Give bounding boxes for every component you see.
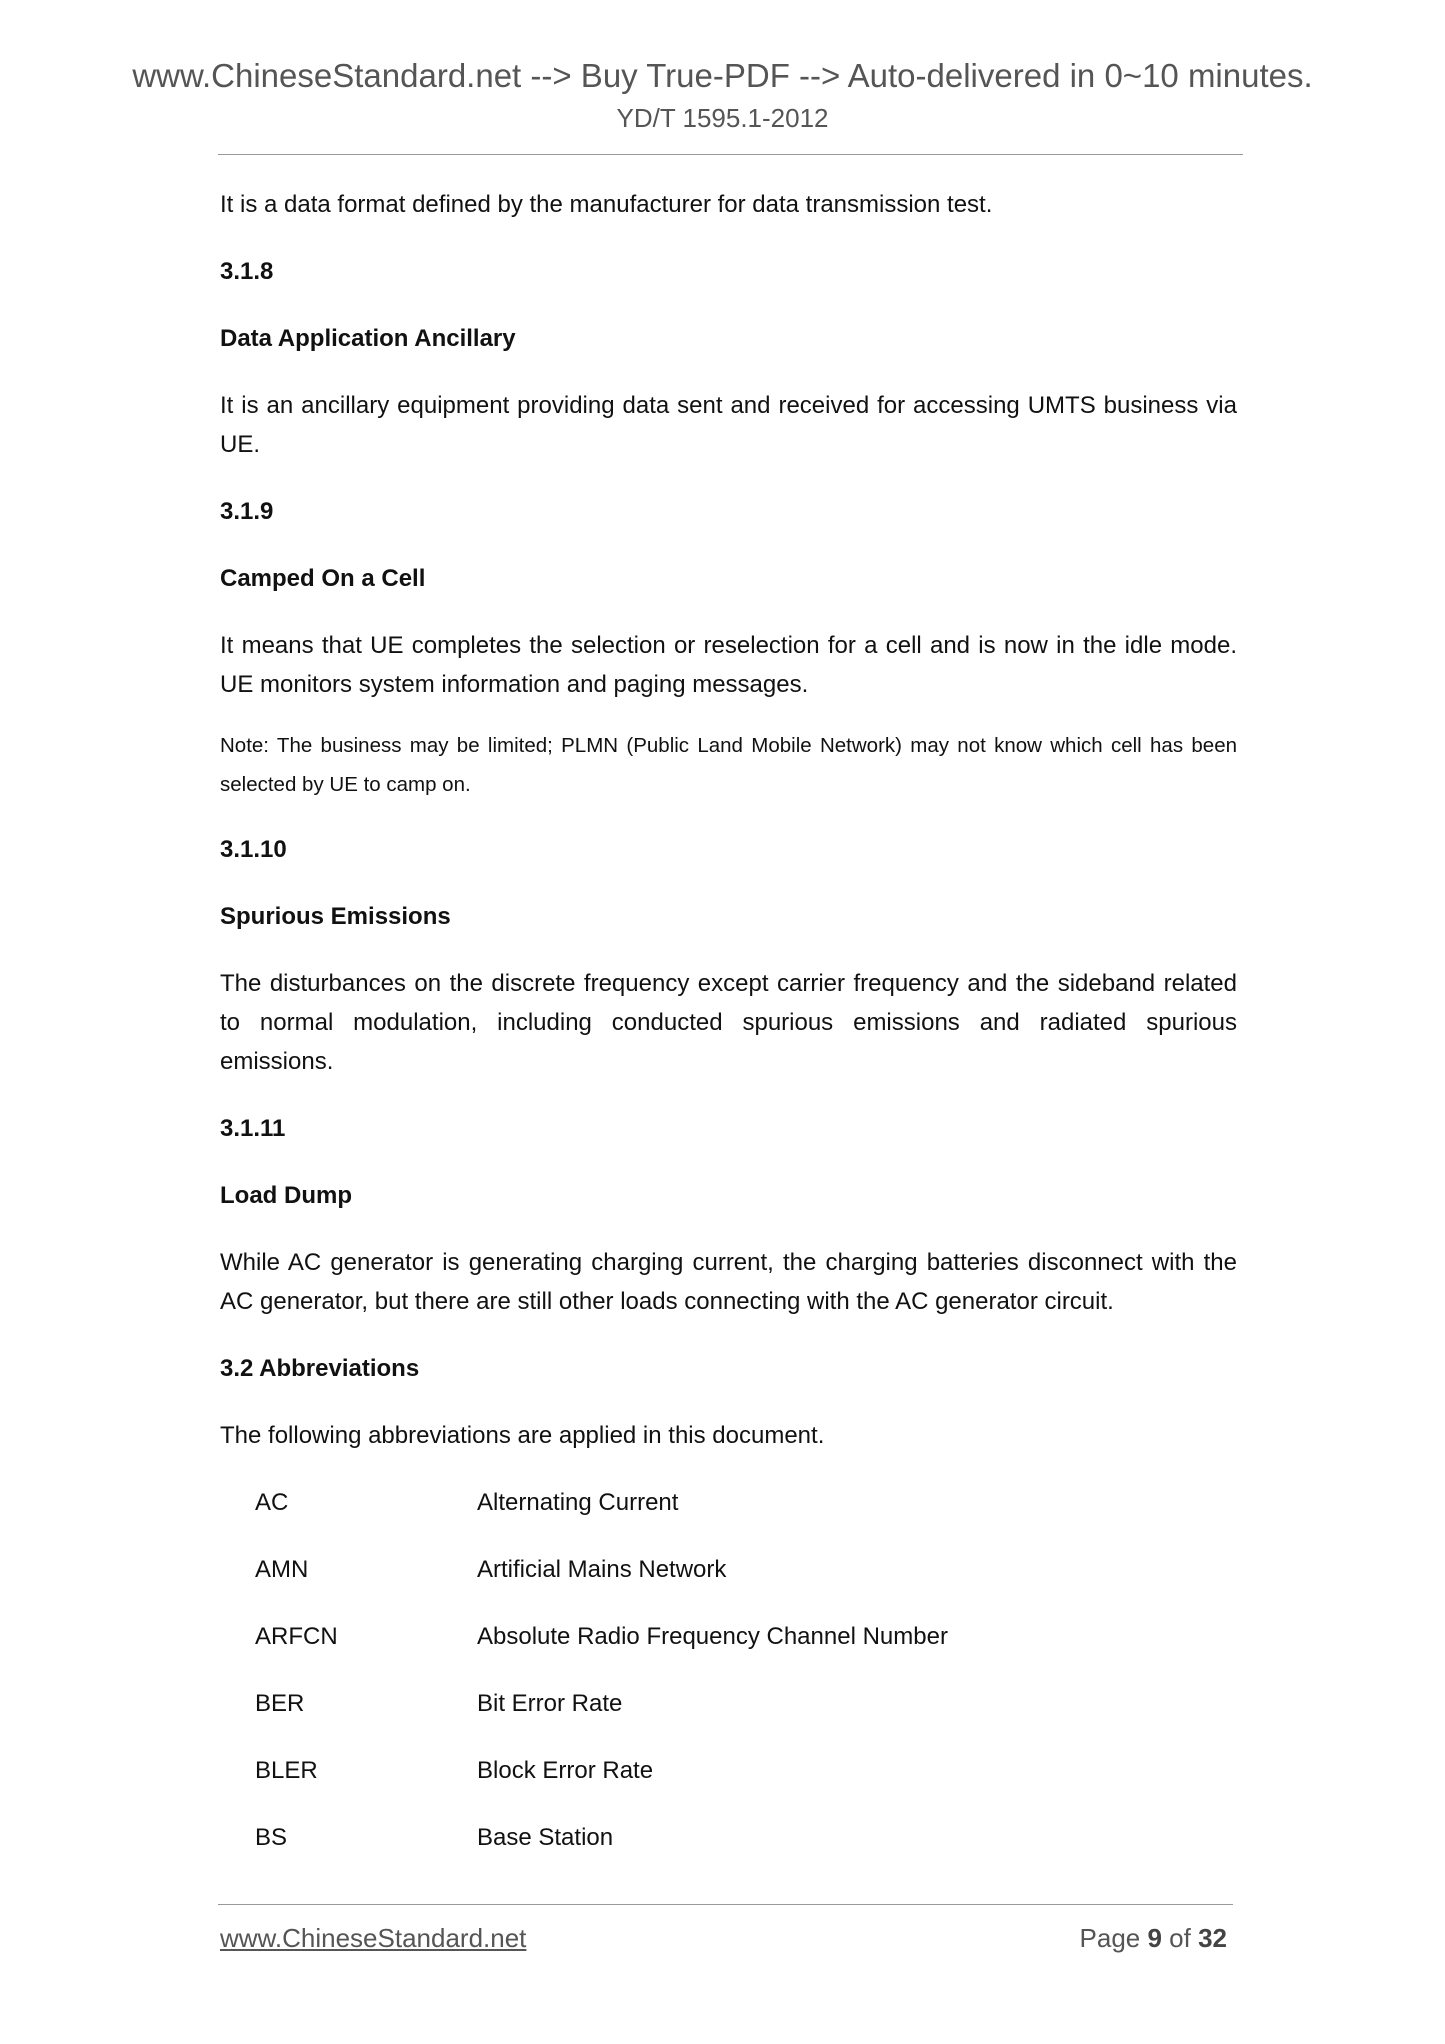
abbreviation-definition: Block Error Rate <box>477 1757 654 1784</box>
abbreviation-definition: Absolute Radio Frequency Channel Number <box>477 1623 948 1650</box>
abbreviation-row <box>220 1617 1237 1656</box>
abbreviation-term: AMN <box>255 1556 309 1583</box>
standard-code: YD/T 1595.1-2012 <box>616 103 829 133</box>
clause-number-3-1-8: 3.1.8 <box>220 258 274 285</box>
abbreviation-term: BLER <box>255 1757 318 1784</box>
clause-term-3-1-8: Data Application Ancillary <box>220 325 516 352</box>
abbreviation-row <box>220 1684 1237 1723</box>
abbreviation-definition: Artificial Mains Network <box>477 1556 727 1583</box>
clause-term-3-1-9: Camped On a Cell <box>220 565 426 592</box>
abbreviation-row <box>220 1483 1237 1522</box>
abbreviation-definition: Base Station <box>477 1824 614 1851</box>
page-number: 9 <box>1147 1923 1162 1953</box>
abbreviation-term: AC <box>255 1489 289 1516</box>
page-of: of <box>1161 1923 1199 1953</box>
header-divider <box>218 154 1243 155</box>
page-body <box>220 185 1237 1885</box>
abbreviations-list <box>220 1483 1237 1857</box>
abbreviation-definition: Alternating Current <box>477 1489 679 1516</box>
clause-definition-3-1-10: The disturbances on the discrete frequency except carrier frequency and the sideband related to normal modulation, including conducted spurious emissions and radiated spurious emissions. <box>220 970 1237 1075</box>
page-indicator <box>1080 1922 1227 1954</box>
clause-term-3-1-11: Load Dump <box>220 1182 352 1209</box>
clause-number-3-1-11: 3.1.11 <box>220 1115 286 1142</box>
abbreviation-row <box>220 1751 1237 1790</box>
page-total: 32 <box>1198 1923 1227 1953</box>
clause-number-3-1-10: 3.1.10 <box>220 836 287 863</box>
abbreviation-term: BER <box>255 1690 305 1717</box>
clause-definition-3-1-11: While AC generator is generating charging current, the charging batteries disconnect with the AC generator, but there are still other loads connecting with the AC generator circuit. <box>220 1249 1237 1315</box>
footer-website-link[interactable]: www.ChineseStandard.net <box>220 1923 527 1953</box>
abbreviations-intro: The following abbreviations are applied in this document. <box>220 1422 825 1449</box>
top-banner: www.ChineseStandard.net --> Buy True-PDF --> Auto-delivered in 0~10 minutes. <box>132 57 1313 94</box>
clause-definition-3-1-9: It means that UE completes the selection or reselection for a cell and is now in the idle mode. UE monitors system information and paging messages. <box>220 632 1237 698</box>
footer-divider <box>218 1904 1233 1905</box>
abbreviation-row <box>220 1818 1237 1857</box>
section-heading-3-2: 3.2 Abbreviations <box>220 1355 420 1382</box>
clause-number-3-1-9: 3.1.9 <box>220 498 274 525</box>
clause-definition-3-1-8: It is an ancillary equipment providing data sent and received for accessing UMTS business via UE. <box>220 392 1237 458</box>
abbreviation-definition: Bit Error Rate <box>477 1690 623 1717</box>
intro-paragraph: It is a data format defined by the manufacturer for data transmission test. <box>220 191 993 218</box>
clause-term-3-1-10: Spurious Emissions <box>220 903 451 930</box>
abbreviation-term: ARFCN <box>255 1623 338 1650</box>
abbreviation-row <box>220 1550 1237 1589</box>
abbreviation-term: BS <box>255 1824 288 1851</box>
page-prefix: Page <box>1079 1923 1148 1953</box>
clause-note-3-1-9: Note: The business may be limited; PLMN (Public Land Mobile Network) may not know which cell has been selected by UE to camp on. <box>220 734 1237 796</box>
